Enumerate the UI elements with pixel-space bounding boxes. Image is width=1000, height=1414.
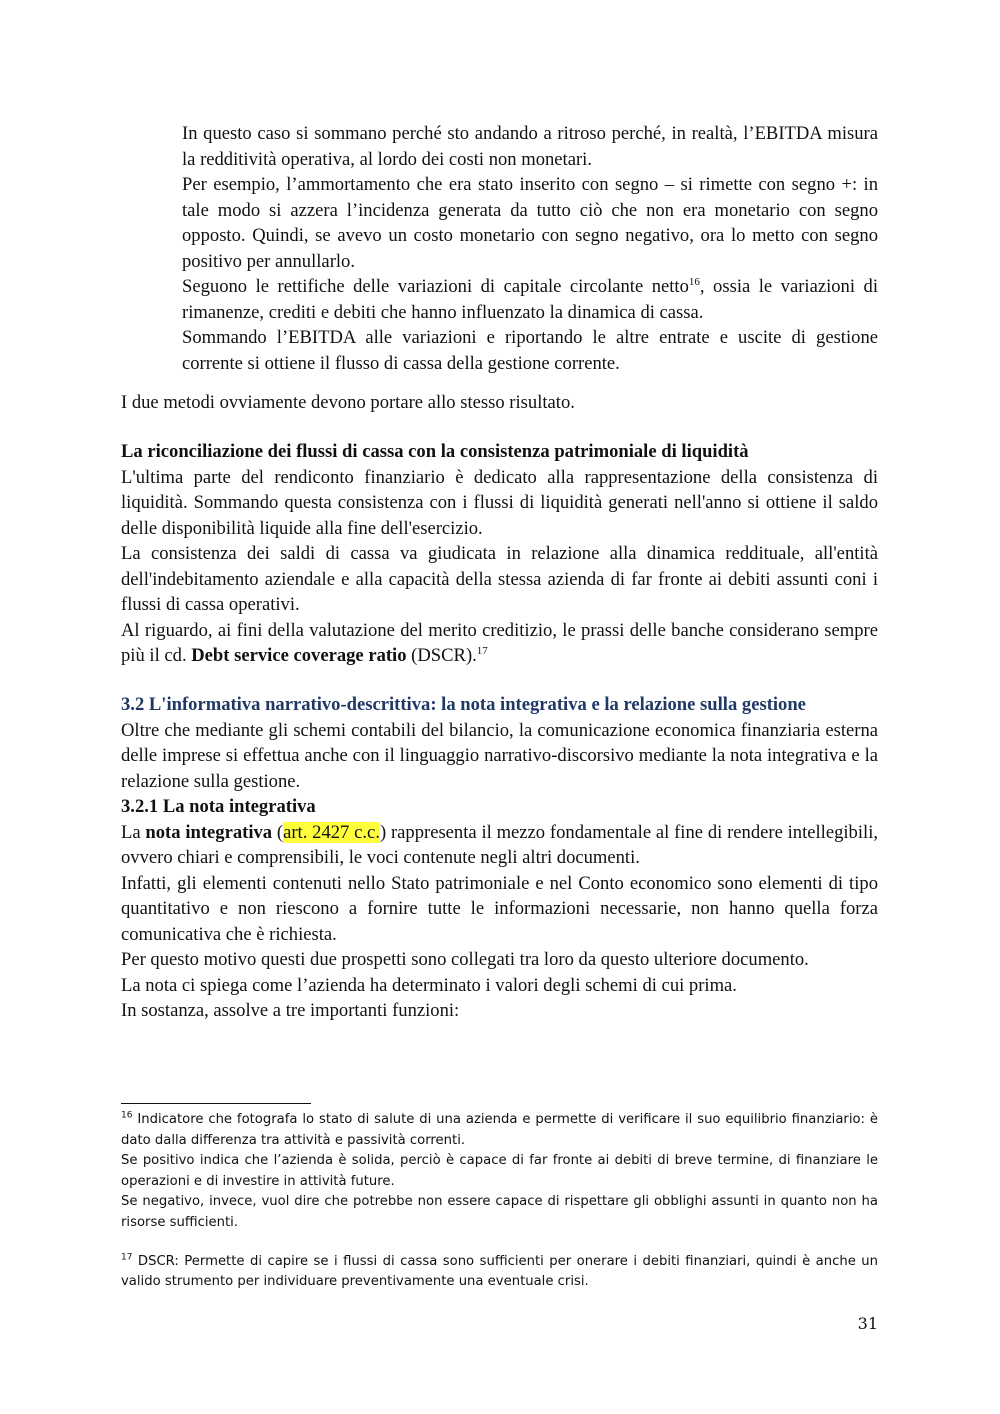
footnote-17-text: DSCR: Permette di capire se i flussi di cassa sono sufficienti per onerare i debiti finanziari, quindi è anche un valido strumento per individuare preventivamente una eventuale crisi. bbox=[121, 1253, 878, 1290]
dscr-term: Debt service coverage ratio bbox=[191, 645, 407, 666]
footnote-16-text: Indicatore che fotografa lo stato di salute di una azienda e permette di verificare il suo equilibrio finanziario: è dato dalla differenza tra attività e passività correnti. bbox=[121, 1112, 878, 1148]
footnote-ref-16[interactable]: 16 bbox=[688, 275, 700, 288]
footnote-17 bbox=[121, 1252, 878, 1293]
methods-sentence: I due metodi ovviamente devono portare allo stesso risultato. bbox=[121, 392, 575, 413]
section-3-2-paragraph-1: Oltre che mediante gli schemi contabili del bilancio, la comunicazione economica finanziaria esterna delle imprese si effettua anche con il linguaggio narrativo-discorsivo mediante la nota integrativa e la relazione sulla gestione. bbox=[121, 719, 878, 792]
reconciliation-paragraph-2: La consistenza dei saldi di cassa va giudicata in relazione alla dinamica reddituale, all'entità dell'indebitamento aziendale e alla capacità della stessa azienda di far fronte ai debiti assunti coni i flussi di cassa operativi. bbox=[121, 543, 878, 615]
indented-paragraph-3 bbox=[182, 274, 878, 325]
nota-integrativa-paragraph-3: Per questo motivo questi due prospetti sono collegati tra loro da questo ulteriore documento. bbox=[121, 949, 809, 970]
footnote-17-number: 17 bbox=[121, 1252, 133, 1263]
footnote-separator bbox=[121, 1103, 311, 1104]
section-3-2-heading: 3.2 L'informativa narrativo-descrittiva: la nota integrativa e la relazione sulla gestione bbox=[121, 694, 806, 715]
footnotes-area bbox=[121, 1110, 878, 1293]
footnote-gap bbox=[121, 1234, 878, 1252]
nota-integrativa-paragraph-2: Infatti, gli elementi contenuti nello Stato patrimoniale e nel Conto economico sono elementi di tipo quantitativo e non riescono a fornire tutte le informazioni necessarie, non hanno quella forza comunicativa che è richiesta. bbox=[121, 872, 878, 945]
article-reference-highlight: art. 2427 c.c. bbox=[283, 821, 380, 843]
section-3-2-1-heading: 3.2.1 La nota integrativa bbox=[121, 796, 316, 817]
nota-integrativa-term: nota integrativa bbox=[145, 821, 273, 843]
reconciliation-heading: La riconciliazione dei flussi di cassa con la consistenza patrimoniale di liquidità bbox=[121, 441, 749, 462]
nota-integrativa-paragraph-1 bbox=[121, 820, 878, 871]
section-3-2 bbox=[121, 692, 878, 1024]
indented-paragraph-1: In questo caso si sommano perché sto andando a ritroso perché, in realtà, l’EBITDA misura la redditività operativa, al lordo dei costi non monetari. bbox=[182, 123, 878, 170]
footnote-ref-17[interactable]: 17 bbox=[476, 644, 488, 657]
nota-paragraph-1-open: ( bbox=[272, 821, 284, 843]
footnote-16-paragraph-3: Se negativo, invece, vuol dire che potrebbe non essere capace di rispettare gli obblighi assunti in quanto non ha risorse sufficienti. bbox=[121, 1194, 878, 1230]
reconciliation-paragraph-3-text: Al riguardo, ai fini della valutazione del merito creditizio, le prassi delle banche considerano sempre più il cd. bbox=[121, 619, 878, 666]
indented-paragraph-3-rest: , ossia le variazioni di rimanenze, crediti e debiti che hanno influenzato la dinamica di cassa. bbox=[182, 276, 878, 323]
footnote-16 bbox=[121, 1110, 878, 1151]
nota-paragraph-1-rest: ) rappresenta il mezzo fondamentale al fine di rendere intellegibili, ovvero chiari e comprensibili, le voci contenute negli altri documenti. bbox=[121, 821, 879, 868]
footnote-16-number: 16 bbox=[121, 1110, 133, 1121]
nota-paragraph-1-start: La bbox=[121, 821, 146, 843]
nota-integrativa-paragraph-4: La nota ci spiega come l’azienda ha determinato i valori degli schemi di cui prima. bbox=[121, 974, 737, 996]
reconciliation-section bbox=[121, 439, 878, 669]
methods-block bbox=[121, 390, 878, 416]
reconciliation-paragraph-1: L'ultima parte del rendiconto finanziario è dedicato alla rappresentazione della consistenza di liquidità. Sommando questa consistenza con i flussi di liquidità generati nell'anno si ottiene il saldo delle disponibilità liquide alla fine dell'esercizio. bbox=[121, 466, 878, 539]
footnote-16-paragraph-2: Se positivo indica che l’azienda è solida, perciò è capace di far fronte ai debiti di breve termine, di finanziare le operazioni e di investire in attività future. bbox=[121, 1153, 878, 1189]
indented-paragraph-3-text: Seguono le rettifiche delle variazioni di capitale circolante netto bbox=[182, 276, 689, 297]
page-number: 31 bbox=[857, 1314, 878, 1333]
nota-integrativa-paragraph-5: In sostanza, assolve a tre importanti funzioni: bbox=[121, 1000, 460, 1021]
reconciliation-paragraph-3-rest: (DSCR). bbox=[406, 645, 477, 666]
reconciliation-paragraph-3 bbox=[121, 618, 878, 669]
indented-paragraph-2: Per esempio, l’ammortamento che era stato inserito con segno – si rimette con segno +: in tale modo si azzera l’incidenza generata da tutto ciò che non era monetario con segno opposto. Quindi, se avevo un costo monetario con segno negativo, ora lo metto con segno positivo per annullarlo. bbox=[182, 174, 878, 272]
indented-paragraph-4: Sommando l’EBITDA alle variazioni e riportando le altre entrate e uscite di gestione corrente si ottiene il flusso di cassa della gestione corrente. bbox=[182, 327, 878, 374]
indented-explanation-block bbox=[182, 121, 878, 376]
